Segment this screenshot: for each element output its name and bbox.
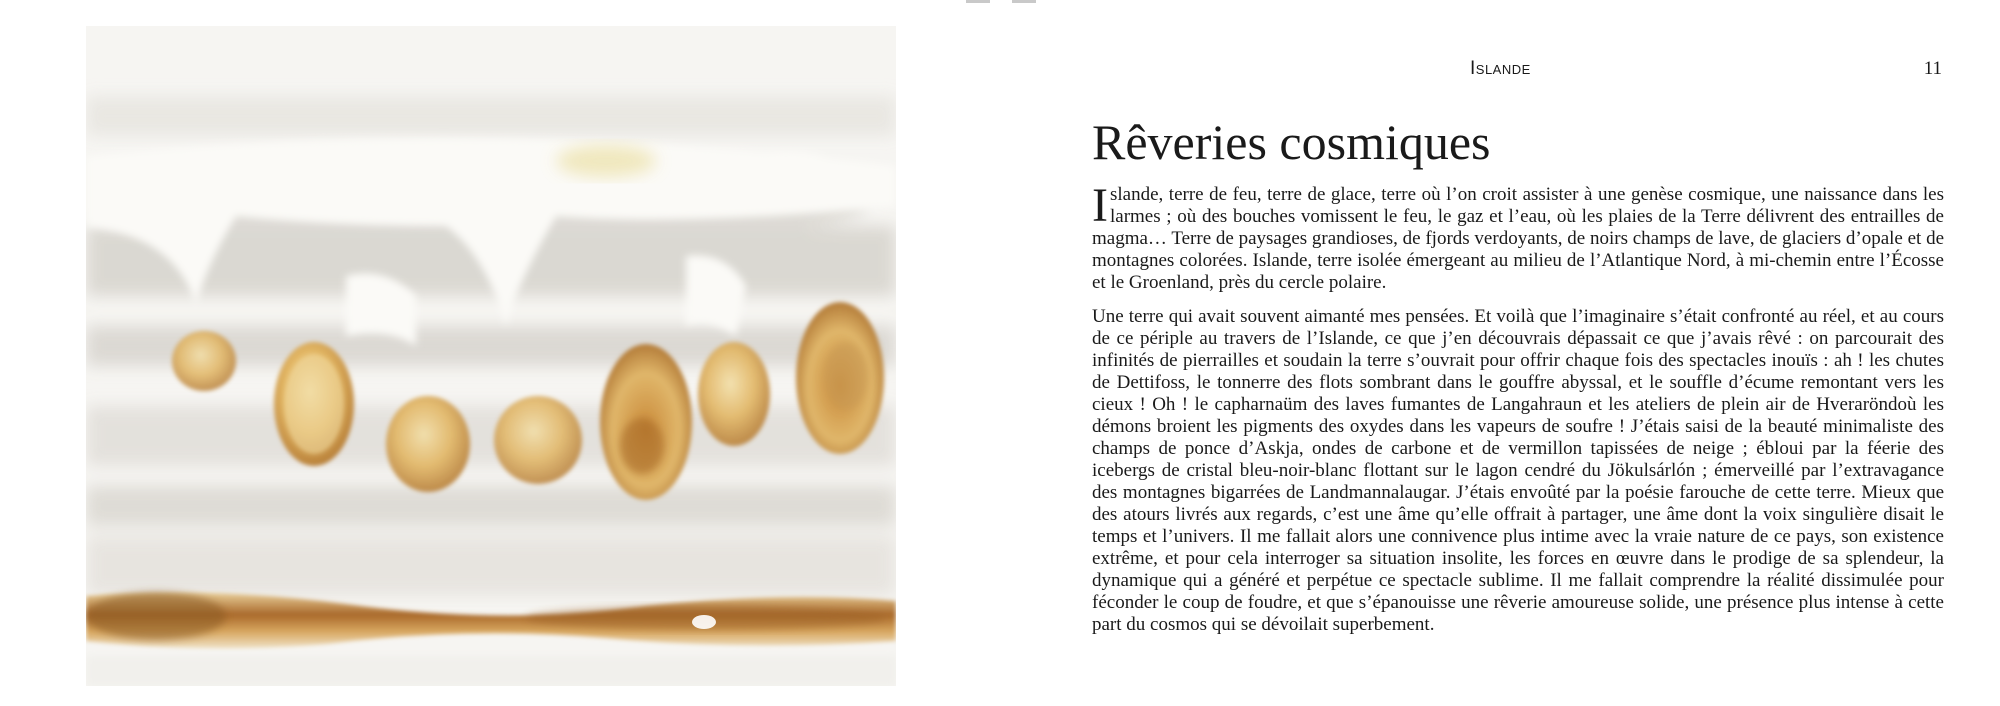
running-head: Islande	[1470, 58, 1531, 79]
paragraph-2: Une terre qui avait souvent aimanté mes pensées. Et voilà que l’imaginaire s’était confronté au réel, et au cours de ce périple au travers de l’Islande, ce que j’en découvrais dépassait ce que j’avais rêvé : on parcourait des infinités de pierrailles et soudain la terre s’ouvrait pour offrir chaque fois des spectacles inouïs : ah ! les chutes de Dettifoss, le tonnerre des flots sombrant dans le gouffre abyssal, et le souffle d’écume remontant vers les cieux ! Oh ! le capharnaüm des laves fumantes de Langahraun et les ateliers de plein air de Hveraröndoù les démons broient les pigments des oxydes dans les vapeurs de soufre ! J’étais saisi de la beauté minimaliste des champs de ponce d’Askja, ondes de carbone et de vermillon tapissées de neige ; ébloui par la féerie des icebergs de cristal bleu-noir-blanc flottant sur le lagon cendré du Jökulsárlón ; émerveillé par l’extravagance des montagnes bigarrées de Landmannalaugar. J’étais envoûté par la poésie farouche de cette terre. Mieux que des atours livrés aux regards, c’est une âme qu’elle offrait à partager, une âme dont la voix singulière disait le temps et l’univers. Il me fallait alors une connivence plus intime avec la vraie nature de ce pays, son existence extrême, et pour cela interroger sa situation insolite, les forces en œuvre dans le prodige de sa splendeur, la dynamique qui a généré et perpétue ce spectacle sublime. Il me fallait comprendre la réalité dissimulée pour féconder le coup de foudre, et que s’épanouisse une rêverie amoureuse solide, une présence plus intense à cette part du cosmos qui se dévoilait superbement.	[1092, 306, 1944, 635]
ice-photograph	[86, 26, 896, 686]
top-mark-left	[966, 0, 990, 3]
chapter-title: Rêveries cosmiques	[1092, 114, 1491, 170]
paragraph-1-text: slande, terre de feu, terre de glace, terre où l’on croit assister à une genèse cosmique, une naissance dans les larmes ; où des bouches vomissent le feu, le gaz et l’eau, où les plaies de la Terre délivrent des entrailles de magma… Terre de paysages grandioses, de fjords verdoyants, de noirs champs de lave, de glaciers d’opale et de montagnes colorées. Islande, terre isolée émergeant au milieu de l’Atlantique Nord, à mi-chemin entre l’Écosse et le Groenland, près du cercle polaire.	[1092, 184, 1944, 293]
paragraph-1	[1092, 179, 1944, 294]
ice-photograph-art	[86, 26, 896, 686]
page-number: 11	[1923, 58, 1942, 79]
drop-cap: I	[1092, 179, 1108, 232]
top-mark-right	[1012, 0, 1036, 3]
article-body	[1092, 179, 1944, 648]
